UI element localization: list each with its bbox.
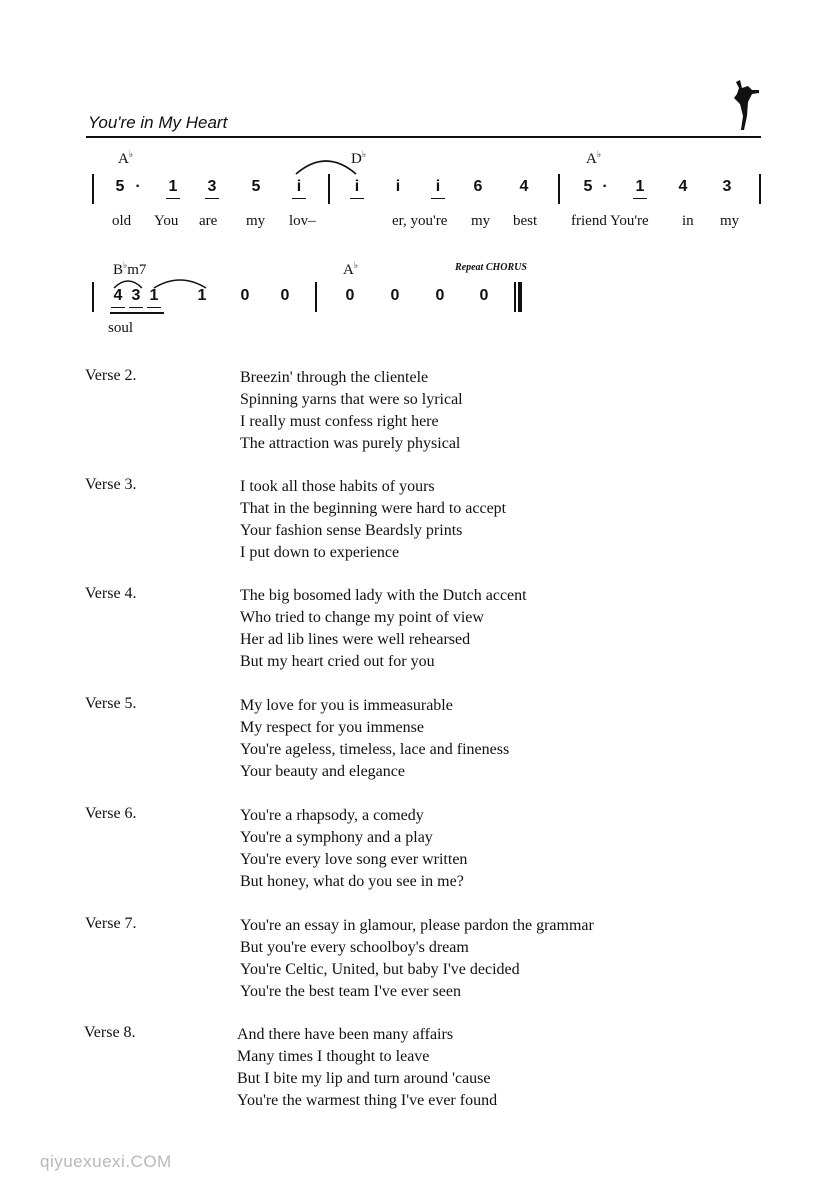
barline: [558, 174, 560, 204]
lyric: er, you're: [392, 213, 448, 229]
final-barline-thick: [518, 282, 522, 312]
lyric: my: [720, 213, 740, 229]
lyric: You: [154, 213, 179, 229]
barline: [328, 174, 330, 204]
note: 4: [519, 178, 529, 195]
repeat-chorus-instruction: Repeat CHORUS: [455, 262, 527, 273]
verse-line: You're a symphony and a play: [240, 829, 433, 846]
note: 1: [163, 178, 183, 196]
lyric: soul: [108, 320, 134, 336]
rest: 0: [390, 287, 400, 304]
verse-line: And there have been many affairs: [237, 1026, 454, 1043]
barline: [315, 282, 317, 312]
lyric: lov–: [289, 213, 316, 229]
verse-line: Breezin' through the clientele: [240, 369, 429, 386]
verse-label: Verse 6.: [85, 805, 137, 822]
note-high: i: [289, 178, 309, 196]
dot-duration: ·: [602, 178, 608, 195]
verse-line: Spinning yarns that were so lyrical: [240, 391, 463, 408]
barline: [759, 174, 761, 204]
verse-line: You're Celtic, United, but baby I've decided: [240, 961, 520, 978]
verse-line: Many times I thought to leave: [237, 1048, 430, 1065]
note: 3: [126, 287, 146, 305]
lyric: best: [513, 213, 538, 229]
verse-line: Your fashion sense Beardsly prints: [240, 522, 463, 539]
verse-line: My love for you is immeasurable: [240, 697, 453, 714]
verse-label: Verse 3.: [85, 476, 137, 493]
title-rule: [86, 136, 761, 138]
verse-line: Her ad lib lines were well rehearsed: [240, 631, 471, 648]
chord-ab-3: A♭: [343, 260, 359, 278]
verse-line: The big bosomed lady with the Dutch accent: [240, 587, 527, 604]
verse-line: That in the beginning were hard to accept: [240, 500, 507, 517]
lyric: in: [682, 213, 694, 229]
chord-db: D♭: [351, 149, 367, 167]
verse-line: You're an essay in glamour, please pardon the grammar: [240, 917, 594, 934]
dot-duration: ·: [135, 178, 141, 195]
verse-line: I really must confess right here: [240, 413, 439, 430]
note: 5: [583, 178, 593, 195]
verse-line: My respect for you immense: [240, 719, 424, 736]
barline: [92, 282, 94, 312]
verse-line: But my heart cried out for you: [240, 653, 435, 670]
verse-line: You're a rhapsody, a comedy: [240, 807, 424, 824]
verse-label: Verse 4.: [85, 585, 137, 602]
verse-label: Verse 7.: [85, 915, 137, 932]
watermark: qiyuexuexi.COM: [40, 1152, 172, 1171]
verse-line: I took all those habits of yours: [240, 478, 435, 495]
note: 4: [108, 287, 128, 305]
note-low: 1: [197, 287, 207, 304]
verse-line: I put down to experience: [240, 544, 400, 561]
chord-bbm7: B♭m7: [113, 260, 147, 278]
note: 5: [251, 178, 261, 195]
note-low: 1: [144, 287, 164, 305]
lyric: friend You're: [571, 213, 649, 229]
chord-ab-1: A♭: [118, 149, 134, 167]
rest: 0: [240, 287, 250, 304]
note-high: i: [347, 178, 367, 196]
double-underline: [110, 312, 164, 314]
chord-ab-2: A♭: [586, 149, 602, 167]
rest: 0: [280, 287, 290, 304]
dancer-icon: [728, 78, 762, 134]
verse-line: The attraction was purely physical: [240, 435, 461, 452]
note: 1: [630, 178, 650, 196]
verse-line: Your beauty and elegance: [240, 763, 405, 780]
verse-line: But I bite my lip and turn around 'cause: [237, 1070, 491, 1087]
verse-line: You're every love song ever written: [240, 851, 468, 868]
rest: 0: [435, 287, 445, 304]
tie-arc: [290, 152, 362, 176]
verse-line: You're the warmest thing I've ever found: [237, 1092, 498, 1109]
verse-label: Verse 2.: [85, 367, 137, 384]
lyric: my: [471, 213, 491, 229]
verse-line: But honey, what do you see in me?: [240, 873, 464, 890]
note: 5: [115, 178, 125, 195]
lyric: are: [199, 213, 218, 229]
page-title: You're in My Heart: [88, 113, 228, 132]
verse-line: Who tried to change my point of view: [240, 609, 484, 626]
rest: 0: [479, 287, 489, 304]
lyric: my: [246, 213, 266, 229]
note: 6: [473, 178, 483, 195]
note: 3: [202, 178, 222, 196]
lyric: old: [112, 213, 132, 229]
verse-line: But you're every schoolboy's dream: [240, 939, 469, 956]
verse-label: Verse 5.: [85, 695, 137, 712]
verse-line: You're ageless, timeless, lace and fineness: [240, 741, 510, 758]
note-high: i: [428, 178, 448, 196]
note: 3: [722, 178, 732, 195]
note-high: i: [395, 178, 401, 195]
final-barline-thin: [514, 282, 516, 312]
verse-line: You're the best team I've ever seen: [240, 983, 461, 1000]
note: 4: [678, 178, 688, 195]
rest: 0: [345, 287, 355, 304]
verse-label: Verse 8.: [84, 1024, 136, 1041]
barline: [92, 174, 94, 204]
